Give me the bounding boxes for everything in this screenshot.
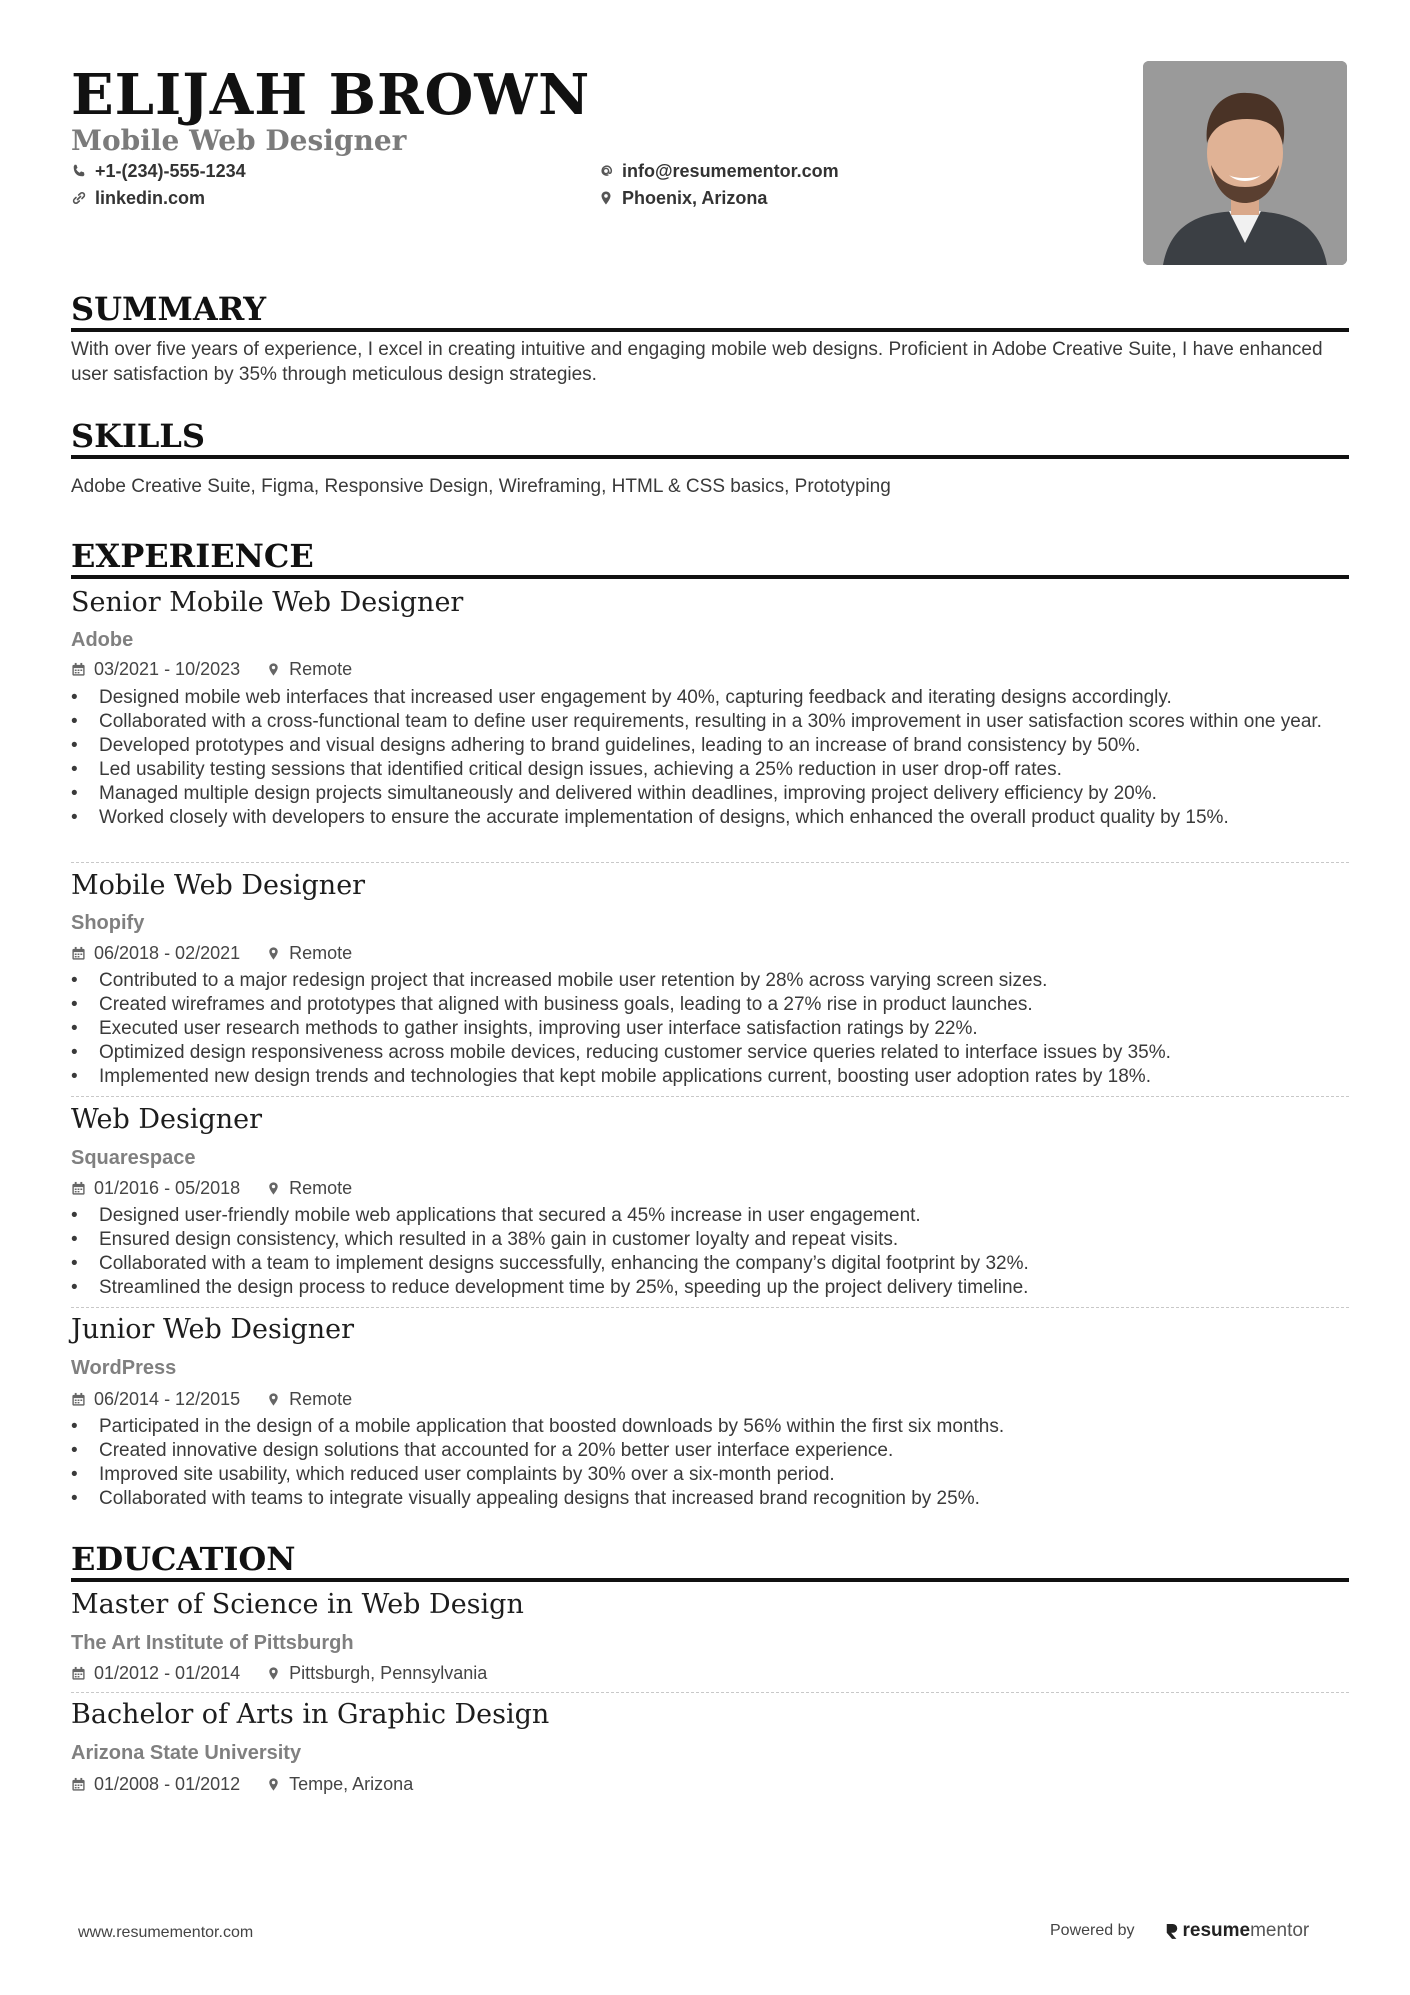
list-item: • Collaborated with a team to implement designs successfully, enhancing the company’s digital footprint by 32%. <box>71 1252 1351 1276</box>
calendar-icon <box>71 1181 86 1196</box>
candidate-name: ELIJAH BROWN <box>71 62 591 128</box>
job-title: Mobile Web Designer <box>71 870 366 901</box>
section-title-education: EDUCATION <box>71 1540 1349 1582</box>
job-company: Shopify <box>71 912 145 934</box>
contact-email[interactable] <box>598 160 839 182</box>
education-dates-text: 01/2008 - 01/2012 <box>94 1774 241 1794</box>
list-item: • Collaborated with a cross-functional team to define user requirements, resulting in a 30% improvement in user satisfaction scores within one year. <box>71 710 1351 734</box>
list-item: • Participated in the design of a mobile application that boosted downloads by 56% within the first six months. <box>71 1415 1351 1439</box>
job-bullets <box>71 686 1351 830</box>
education-divider <box>71 1692 1349 1693</box>
list-item: • Worked closely with developers to ensure the accurate implementation of designs, which enhanced the overall product quality by 15%. <box>71 806 1351 830</box>
location-pin-icon <box>266 1666 281 1681</box>
brand-logo[interactable] <box>1165 1920 1310 1942</box>
list-item: • Led usability testing sessions that identified critical design issues, achieving a 25% reduction in user drop-off rates. <box>71 758 1351 782</box>
job-divider <box>71 1096 1349 1097</box>
list-item: • Created wireframes and prototypes that aligned with business goals, leading to a 27% rise in product launches. <box>71 993 1351 1017</box>
linkedin-text[interactable]: linkedin.com <box>95 188 206 208</box>
footer-powered-by <box>1050 1920 1309 1942</box>
education-location-text: Tempe, Arizona <box>289 1774 414 1794</box>
footer-website-link[interactable]: www.resumementor.com <box>78 1924 254 1941</box>
list-item: • Implemented new design trends and technologies that kept mobile applications current, boosting user adoption rates by 18%. <box>71 1065 1351 1089</box>
education-dates <box>71 1662 240 1684</box>
list-item: • Developed prototypes and visual designs adhering to brand guidelines, leading to an increase of brand consistency by 50%. <box>71 734 1351 758</box>
job-dates <box>71 1388 240 1410</box>
job-title: Senior Mobile Web Designer <box>71 587 464 618</box>
calendar-icon <box>71 662 86 677</box>
education-degree: Master of Science in Web Design <box>71 1589 524 1620</box>
education-dates <box>71 1773 240 1795</box>
job-bullets <box>71 1204 1351 1300</box>
job-divider <box>71 1307 1349 1308</box>
location-pin-icon <box>266 946 281 961</box>
job-bullets <box>71 1415 1351 1511</box>
section-title-experience: EXPERIENCE <box>71 537 1349 579</box>
at-icon <box>598 163 614 179</box>
job-company: Squarespace <box>71 1147 196 1169</box>
location-pin-icon <box>598 190 614 206</box>
list-item: • Executed user research methods to gather insights, improving user interface satisfaction ratings by 22%. <box>71 1017 1351 1041</box>
job-location-text: Remote <box>289 943 353 963</box>
location-pin-icon <box>266 1181 281 1196</box>
job-dates-text: 06/2018 - 02/2021 <box>94 943 241 963</box>
section-title-summary: SUMMARY <box>71 290 1349 332</box>
job-title: Junior Web Designer <box>71 1314 355 1345</box>
job-bullets <box>71 969 1351 1089</box>
brand-name-light: mentor <box>1250 1920 1310 1941</box>
job-title: Web Designer <box>71 1104 263 1135</box>
education-dates-text: 01/2012 - 01/2014 <box>94 1663 241 1683</box>
calendar-icon <box>71 946 86 961</box>
education-school: Arizona State University <box>71 1742 302 1764</box>
contact-location <box>598 187 767 209</box>
education-location <box>266 1662 487 1684</box>
job-company: Adobe <box>71 629 134 651</box>
job-dates-text: 06/2014 - 12/2015 <box>94 1389 241 1409</box>
job-dates-text: 01/2016 - 05/2018 <box>94 1178 241 1198</box>
education-school: The Art Institute of Pittsburgh <box>71 1632 354 1654</box>
phone-icon <box>71 163 87 179</box>
powered-by-label: Powered by <box>1050 1922 1135 1939</box>
location-text: Phoenix, Arizona <box>622 188 768 208</box>
location-pin-icon <box>266 1392 281 1407</box>
list-item: • Improved site usability, which reduced user complaints by 30% over a six-month period. <box>71 1463 1351 1487</box>
calendar-icon <box>71 1666 86 1681</box>
job-divider <box>71 862 1349 863</box>
email-text[interactable]: info@resumementor.com <box>622 161 839 181</box>
job-location-text: Remote <box>289 1178 353 1198</box>
education-meta <box>71 1773 439 1795</box>
education-meta <box>71 1662 513 1684</box>
brand-logo-icon <box>1165 1922 1179 1940</box>
phone-text: +1-(234)-555-1234 <box>95 161 246 181</box>
list-item: • Streamlined the design process to reduce development time by 25%, speeding up the project delivery timeline. <box>71 1276 1351 1300</box>
list-item: • Created innovative design solutions that accounted for a 20% better user interface experience. <box>71 1439 1351 1463</box>
job-meta <box>71 1177 378 1199</box>
education-location-text: Pittsburgh, Pennsylvania <box>289 1663 488 1683</box>
contact-phone <box>71 160 246 182</box>
skills-text: Adobe Creative Suite, Figma, Responsive Design, Wireframing, HTML & CSS basics, Prototyping <box>71 476 891 497</box>
job-location <box>266 1177 352 1199</box>
list-item: • Ensured design consistency, which resulted in a 38% gain in customer loyalty and repeat visits. <box>71 1228 1351 1252</box>
job-dates <box>71 658 240 680</box>
list-item: • Designed mobile web interfaces that increased user engagement by 40%, capturing feedback and iterating designs accordingly. <box>71 686 1351 710</box>
list-item: • Contributed to a major redesign project that increased mobile user retention by 28% across varying screen sizes. <box>71 969 1351 993</box>
education-degree: Bachelor of Arts in Graphic Design <box>71 1699 550 1730</box>
candidate-role: Mobile Web Designer <box>71 124 407 157</box>
job-location-text: Remote <box>289 659 353 679</box>
contact-linkedin[interactable] <box>71 187 205 209</box>
list-item: • Optimized design responsiveness across mobile devices, reducing customer service queries related to interface issues by 35%. <box>71 1041 1351 1065</box>
list-item: • Collaborated with teams to integrate visually appealing designs that increased brand recognition by 25%. <box>71 1487 1351 1511</box>
profile-photo <box>1143 61 1347 265</box>
education-location <box>266 1773 413 1795</box>
brand-name-bold: resume <box>1182 1920 1251 1941</box>
job-location <box>266 1388 352 1410</box>
job-meta <box>71 942 378 964</box>
job-company: WordPress <box>71 1357 177 1379</box>
job-location <box>266 658 352 680</box>
list-item: • Managed multiple design projects simultaneously and delivered within deadlines, improving project delivery efficiency by 20%. <box>71 782 1351 806</box>
job-meta <box>71 1388 378 1410</box>
calendar-icon <box>71 1392 86 1407</box>
job-location-text: Remote <box>289 1389 353 1409</box>
location-pin-icon <box>266 662 281 677</box>
job-dates-text: 03/2021 - 10/2023 <box>94 659 241 679</box>
job-dates <box>71 1177 240 1199</box>
list-item: • Designed user-friendly mobile web applications that secured a 45% increase in user engagement. <box>71 1204 1351 1228</box>
section-title-skills: SKILLS <box>71 417 1349 459</box>
job-dates <box>71 942 240 964</box>
job-meta <box>71 658 378 680</box>
link-icon <box>71 190 87 206</box>
location-pin-icon <box>266 1777 281 1792</box>
summary-text: With over five years of experience, I excel in creating intuitive and engaging mobile web designs. Proficient in Adobe Creative Suite, I have enhanced user satisfaction by 35% through meticulous design strategies. <box>71 339 1323 385</box>
profile-photo-image <box>1143 61 1347 265</box>
job-location <box>266 942 352 964</box>
calendar-icon <box>71 1777 86 1792</box>
